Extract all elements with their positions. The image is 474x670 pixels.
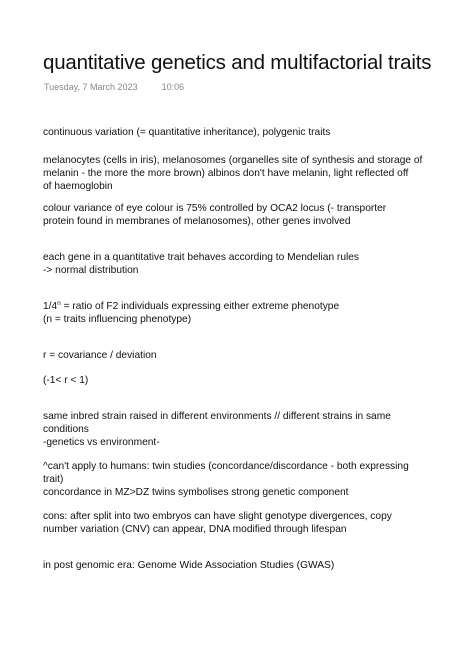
ratio-fraction: 1/4 bbox=[43, 301, 58, 312]
note-line: same inbred strain raised in different environments // different strains in same bbox=[43, 411, 391, 422]
note-line: conditions bbox=[43, 424, 89, 435]
note-line: colour variance of eye colour is 75% controlled by OCA2 locus (- transporter bbox=[43, 203, 387, 214]
note-line: -genetics vs environment- bbox=[43, 437, 160, 448]
note-line: protein found in membranes of melanosomes), other genes involved bbox=[43, 216, 351, 227]
note-line: melanin - the more the more brown) albinos don't have melanin, light reflected off bbox=[43, 168, 409, 179]
note-line: of haemoglobin bbox=[43, 181, 113, 192]
note-line: cons: after split into two embryos can have slight genotype divergences, copy bbox=[43, 511, 392, 522]
note-line-ratio bbox=[43, 300, 339, 313]
ratio-exponent: n bbox=[57, 300, 61, 307]
note-line: concordance in MZ>DZ twins symbolises strong genetic component bbox=[43, 487, 349, 498]
note-timestamp bbox=[44, 82, 184, 92]
note-line: continuous variation (= quantitative inheritance), polygenic traits bbox=[43, 127, 331, 138]
note-line: trait) bbox=[43, 474, 64, 485]
page-title: quantitative genetics and multifactorial traits bbox=[43, 51, 432, 74]
note-line: (-1< r < 1) bbox=[43, 375, 89, 386]
note-line: -> normal distribution bbox=[43, 265, 139, 276]
note-line: melanocytes (cells in iris), melanosomes (organelles site of synthesis and storage of bbox=[43, 155, 423, 166]
note-line: ^can't apply to humans: twin studies (concordance/discordance - both expressing bbox=[43, 461, 409, 472]
note-line: each gene in a quantitative trait behaves according to Mendelian rules bbox=[43, 252, 360, 263]
ratio-text: = ratio of F2 individuals expressing either extreme phenotype bbox=[60, 301, 340, 312]
note-line: r = covariance / deviation bbox=[43, 350, 157, 361]
note-time: 10:06 bbox=[161, 82, 185, 92]
note-line: number variation (CNV) can appear, DNA modified through lifespan bbox=[43, 524, 347, 535]
note-date: Tuesday, 7 March 2023 bbox=[44, 82, 138, 92]
note-line: (n = traits influencing phenotype) bbox=[43, 314, 192, 325]
note-line: in post genomic era: Genome Wide Association Studies (GWAS) bbox=[43, 560, 335, 571]
